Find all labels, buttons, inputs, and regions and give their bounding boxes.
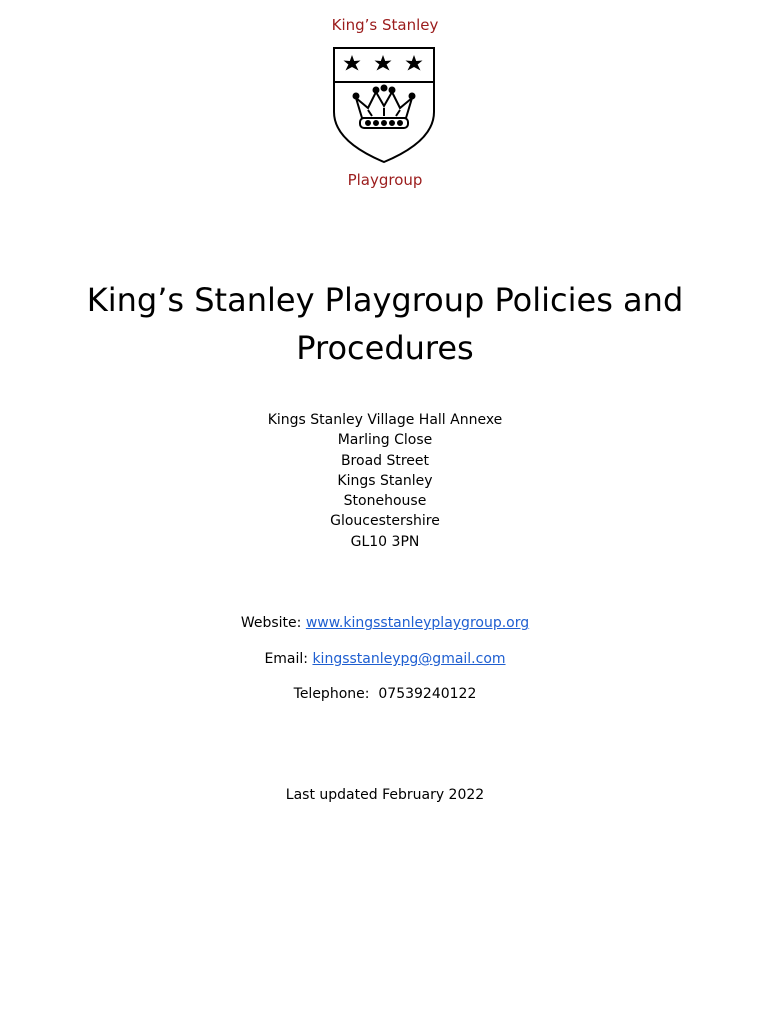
address-line: Stonehouse <box>343 493 427 510</box>
telephone-label: Telephone: <box>293 686 370 702</box>
crest-icon <box>332 46 436 164</box>
address-block <box>0 410 770 552</box>
address-line: Marling Close <box>337 432 433 449</box>
address-line: Broad Street <box>340 452 430 469</box>
address-line: Kings Stanley <box>337 472 433 489</box>
email-link[interactable]: kingsstanleypg@gmail.com <box>312 651 506 667</box>
telephone-line <box>0 686 770 702</box>
logo-top-text: King’s Stanley <box>331 16 439 34</box>
address-line: Gloucestershire <box>330 513 440 530</box>
website-link[interactable]: www.kingsstanleyplaygroup.org <box>305 615 530 631</box>
website-line <box>0 615 770 631</box>
website-label: Website: <box>240 615 302 631</box>
logo-bottom-text: Playgroup <box>347 171 423 189</box>
email-label: Email: <box>264 651 308 667</box>
email-line <box>0 651 770 667</box>
last-updated: Last updated February 2022 <box>285 787 485 803</box>
document-title: King’s Stanley Playgroup Policies and Procedures <box>86 281 684 367</box>
address-line: GL10 3PN <box>350 533 420 550</box>
address-line: Kings Stanley Village Hall Annexe <box>267 412 503 428</box>
telephone-value: 07539240122 <box>378 686 477 702</box>
